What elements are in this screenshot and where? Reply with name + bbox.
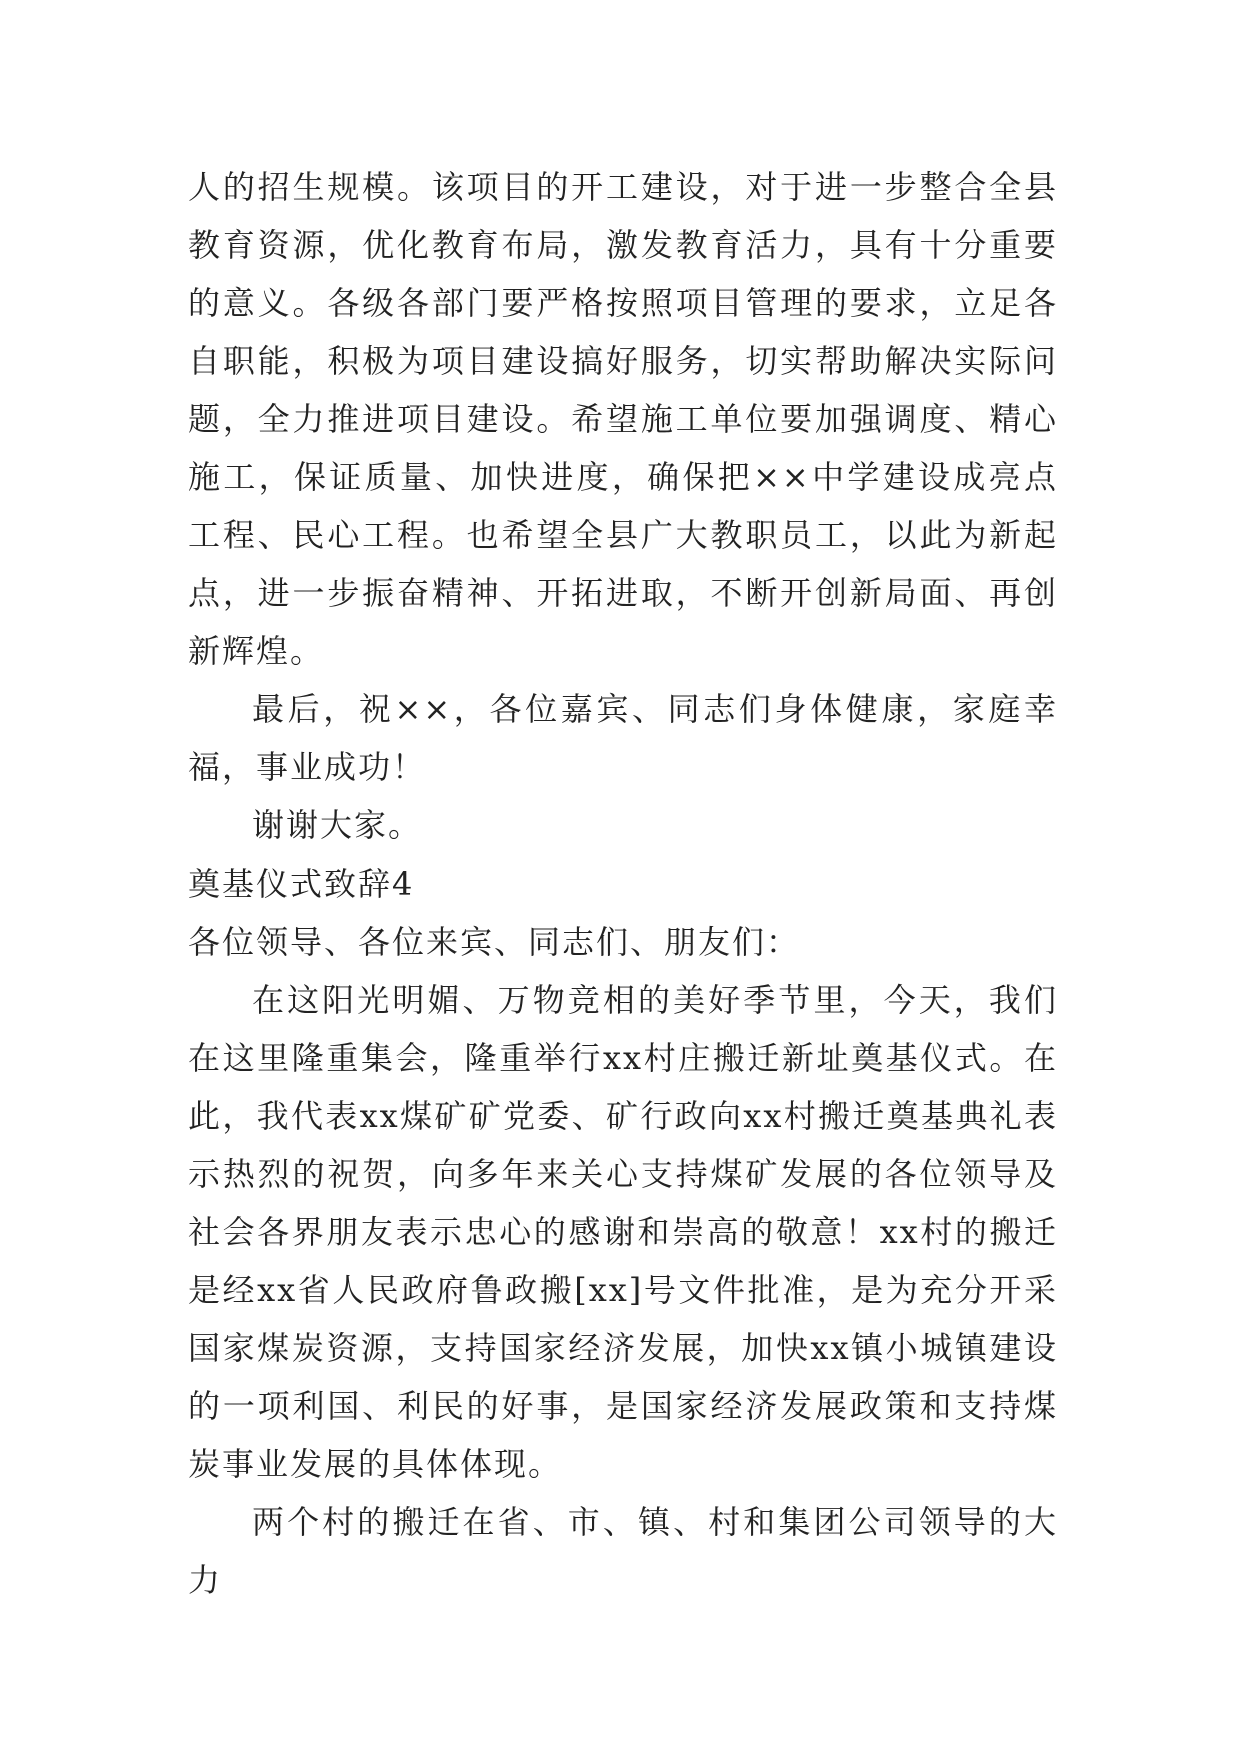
paragraph-thanks: 谢谢大家。 [252,806,423,844]
paragraph-project-significance: 人的招生规模。该项目的开工建设，对于进一步整合全县教育资源，优化教育布局，激发教育活力，具有十分重要的意义。各级各部门要严格按照项目管理的要求，立足各自职能，积极为项目建设搞好服务，切实帮助解决实际问题，全力推进项目建设。希望施工单位要加强调度、精心施工，保证质量、加快进度，确保把××中学建设成亮点工程、民心工程。也希望全县广大教职员工，以此为新起点，进一步振奋精神、开拓进取，不断开创新局面、再创新辉煌。 [188,168,1058,670]
speech-section-4 [188,855,1058,1609]
salutation-line: 各位领导、各位来宾、同志们、朋友们： [188,923,801,961]
section-heading: 奠基仪式致辞4 [188,865,415,903]
paragraph-relocation-support: 两个村的搬迁在省、市、镇、村和集团公司领导的大力 [188,1503,1058,1599]
paragraph-closing-wishes: 最后，祝××，各位嘉宾、同志们身体健康，家庭幸福，事业成功！ [188,690,1058,786]
previous-speech-continuation [188,158,1058,854]
paragraph-opening-remarks: 在这阳光明媚、万物竞相的美好季节里，今天，我们在这里隆重集会，隆重举行xx村庄搬迁新址奠基仪式。在此，我代表xx煤矿矿党委、矿行政向xx村搬迁奠基典礼表示热烈的祝贺，向多年来关心支持煤矿发展的各位领导及社会各界朋友表示忠心的感谢和崇高的敬意！xx村的搬迁是经xx省人民政府鲁政搬[xx]号文件批准，是为充分开采国家煤炭资源，支持国家经济发展，加快xx镇小城镇建设的一项利国、利民的好事，是国家经济发展政策和支持煤炭事业发展的具体体现。 [188,981,1058,1483]
